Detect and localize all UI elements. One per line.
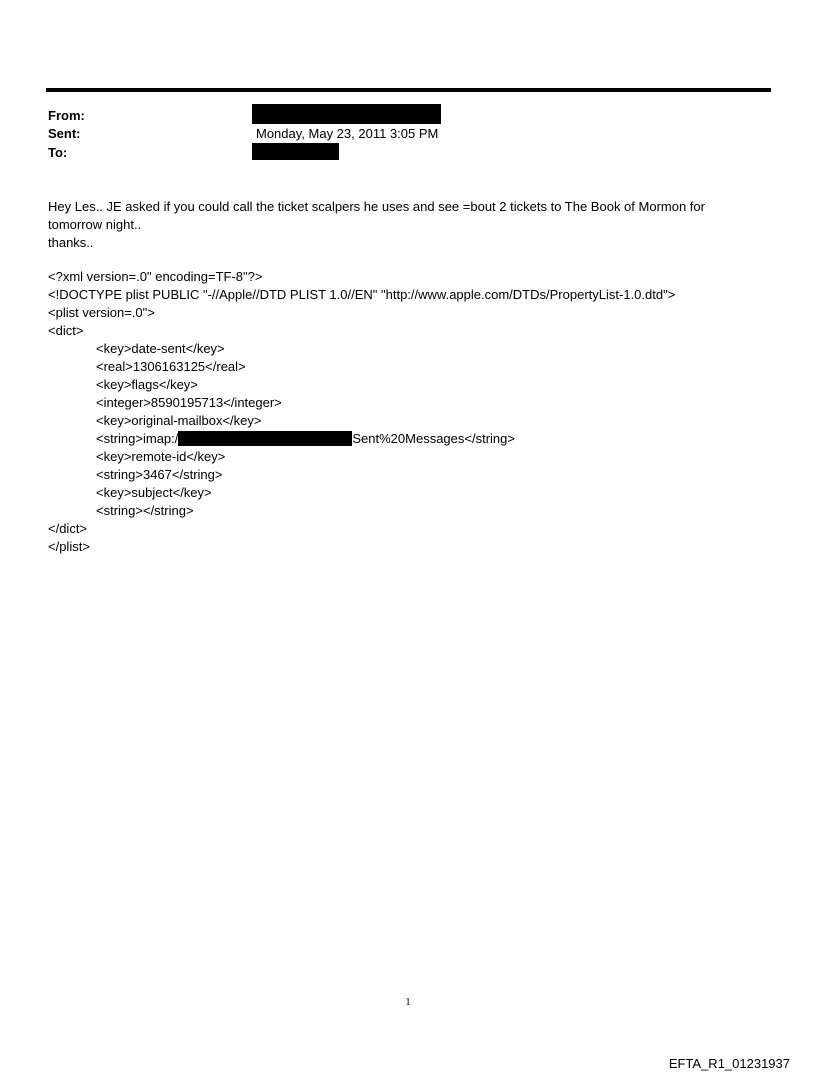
- plist-line: <plist version=.0">: [48, 305, 155, 320]
- plist-fragment: <string>imap:/: [96, 431, 179, 446]
- plist-line: <dict>: [48, 323, 84, 338]
- plist-line: <string></string>: [96, 503, 194, 518]
- mailbox-redaction: [178, 431, 352, 446]
- header-rule: [46, 88, 771, 92]
- message-line: tomorrow night..: [48, 217, 142, 232]
- message-line: thanks..: [48, 235, 94, 250]
- plist-line: <integer>8590195713</integer>: [96, 395, 282, 410]
- sent-value: Monday, May 23, 2011 3:05 PM: [256, 126, 439, 141]
- to-redaction: [252, 143, 339, 160]
- message-body: [48, 198, 748, 252]
- plist-line: <!DOCTYPE plist PUBLIC "-//Apple//DTD PLIST 1.0//EN" "http://www.apple.com/DTDs/PropertyList-1.0.dtd">: [48, 287, 676, 302]
- plist-line: <string>3467</string>: [96, 467, 223, 482]
- to-label: To:: [48, 145, 68, 160]
- plist-line: <?xml version=.0" encoding=TF-8"?>: [48, 269, 263, 284]
- plist-line: <key>date-sent</key>: [96, 341, 225, 356]
- from-label: From:: [48, 108, 85, 123]
- plist-line: <key>remote-id</key>: [96, 449, 226, 464]
- plist-fragment: Sent%20Messages</string>: [352, 431, 515, 446]
- plist-line: <real>1306163125</real>: [96, 359, 246, 374]
- sent-label: Sent:: [48, 126, 81, 141]
- plist-line: </dict>: [48, 521, 88, 536]
- plist-line: </plist>: [48, 539, 90, 554]
- plist-line: <key>original-mailbox</key>: [96, 413, 262, 428]
- plist-line: <key>subject</key>: [96, 485, 212, 500]
- plist-line: <key>flags</key>: [96, 377, 198, 392]
- bates-number: EFTA_R1_01231937: [668, 1056, 790, 1071]
- message-line: Hey Les.. JE asked if you could call the ticket scalpers he uses and see =bout 2 tickets to The Book of Mormon for: [48, 199, 705, 214]
- plist-line-mailbox: [96, 430, 515, 448]
- from-redaction: [252, 104, 441, 124]
- page-number: 1: [405, 996, 411, 1008]
